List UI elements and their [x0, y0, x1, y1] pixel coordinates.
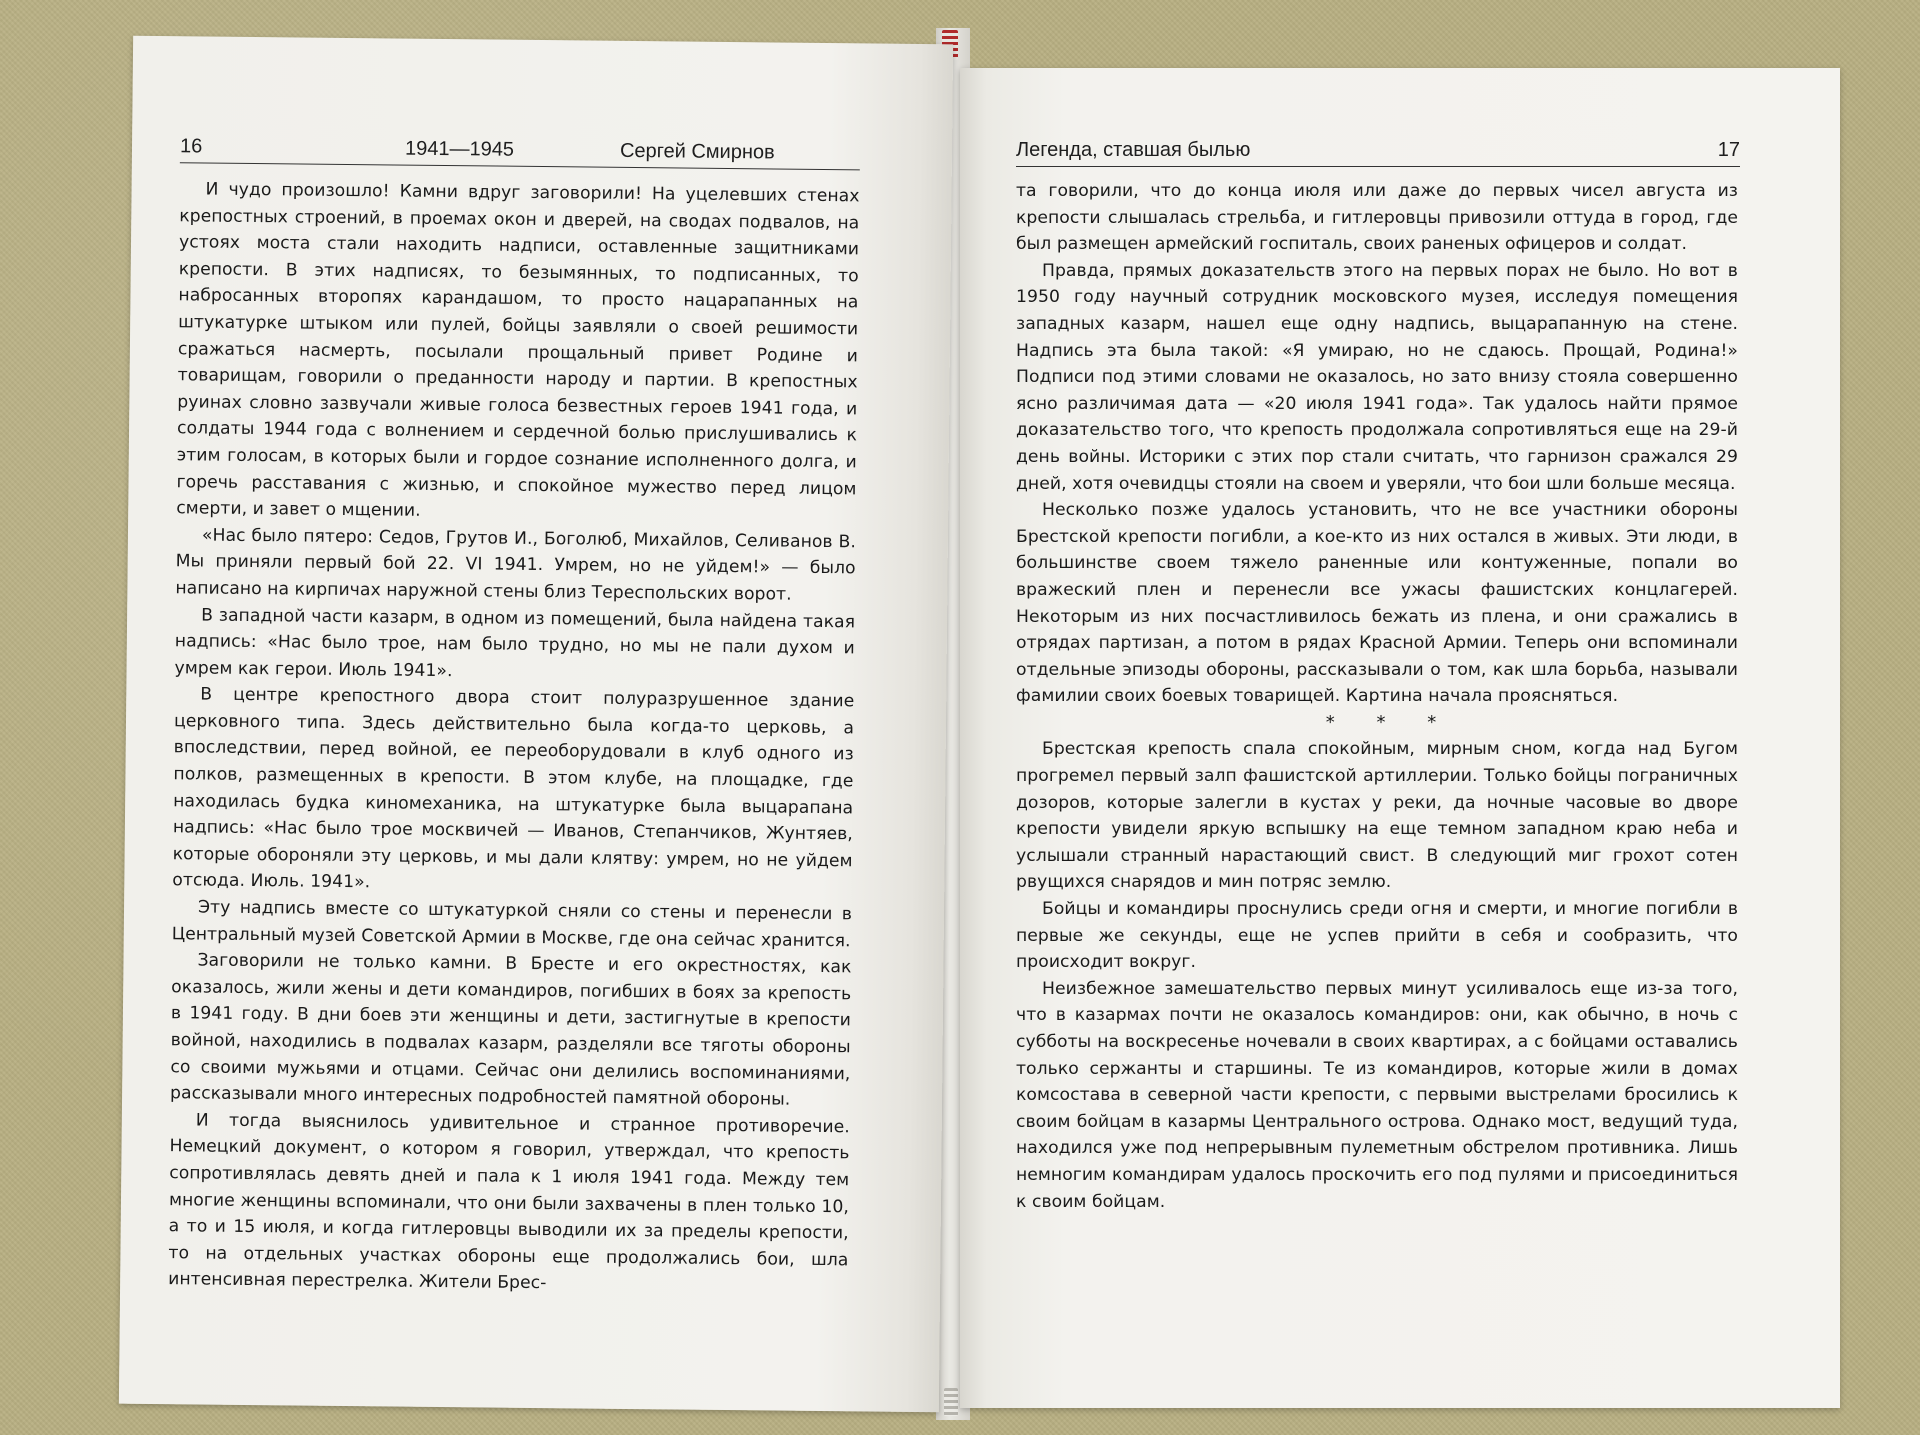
- paragraph: В центре крепостного двора стоит полуразрушенное здание церковного типа. Здесь действительно была когда-то церковь, а впоследствии, перед войной, ее переоборудовали в клуб одного из полков, размещенных в крепости. В этом клубе, на площадке, где находилась будка киномеханика, на штукатурке была выцарапана надпись: «Нас было трое москвичей — Иванов, Степанчиков, Жунтяев, которые обороняли эту церковь, и мы дали клятву: умрем, но не уйдем отсюда. Июль. 1941».: [172, 684, 855, 893]
- left-page-text: [168, 176, 860, 1300]
- paragraph: Эту надпись вместе со штукатуркой сняли со стены и перенесли в Центральный музей Советской Армии в Москве, где она сейчас хранится.: [171, 897, 853, 951]
- right-page-text: [1016, 178, 1738, 1215]
- left-page-number: 16: [179, 135, 203, 158]
- paragraph: Бойцы и командиры проснулись среди огня и смерти, и многие погибли в первые же секунды, еще не успев прийти в себя и сообразить, что происходит вокруг.: [1016, 899, 1738, 973]
- paragraph: И тогда выяснилось удивительное и странное противоречие. Немецкий документ, о котором я говорил, утверждал, что крепость сопротивлялась девять дней и пала к 1 июля 1941 года. Между тем многие женщины вспоминали, что они были захвачены в плен только 10, а то и 15 июля, и когда гитлеровцы выводили их за пределы крепости, то на отдельных участках обороны еще продолжались бои, шла интенсивная перестрелка. Жители Брес-: [168, 1110, 850, 1294]
- section-break: * * *: [1325, 711, 1455, 733]
- header-title: Легенда, ставшая былью: [1016, 139, 1251, 161]
- left-page: [119, 36, 953, 1413]
- paragraph: В западной части казарм, в одном из помещений, была найдена такая надпись: «Нас было трое, нам было трудно, но мы не пали духом и умрем как герои. Июль 1941».: [174, 604, 856, 681]
- left-running-head: [180, 122, 860, 170]
- paragraph: Несколько позже удалось установить, что не все участники обороны Брестской крепости погибли, а кое-кто из них остался в живых. Эти люди, в большинстве своем тяжело раненные или контуженные, попали во вражеский плен и перенесли все ужасы фашистских концлагерей. Некоторым из них посчастливилось бежать из плена, и они сражались в отрядах партизан, а потом в рядах Красной Армии. Теперь они вспоминали отдельные эпизоды обороны, рассказывали о том, как шла борьба, называли фамилии своих боевых товарищей. Картина начала проясняться.: [1016, 500, 1738, 707]
- open-book: [118, 28, 1848, 1420]
- right-page: [960, 68, 1840, 1408]
- header-author: Сергей Смирнов: [619, 139, 775, 164]
- paragraph: Неизбежное замешательство первых минут усиливалось еще из-за того, что в казармах почти не оказалось командиров: они, как обычно, в ночь с субботы на воскресенье ночевали в своих квартирах, а с бойцами оставались только сержанты и старшины. Те из командиров, которые жили в домах комсостава в северной части крепости, с первыми выстрелами бросились к своим бойцам в казармы Центрального острова. Однако мост, ведущий туда, находился уже под непрерывным пулеметным обстрелом противника. Лишь немногим командирам удалось проскочить его под пулями и присоединиться к своим бойцам.: [1016, 978, 1738, 1212]
- paragraph: та говорили, что до конца июля или даже до первых чисел августа из крепости слышалась стрельба, и гитлеровцы привозили оттуда в город, где был размещен армейский госпиталь, своих раненых офицеров и солдат.: [1016, 181, 1738, 255]
- paragraph: Заговорили не только камни. В Бресте и его окрестностях, как оказалось, жили жены и дети командиров, погибших в боях за крепость в 1941 году. В дни боев эти женщины и дети, застигнутые в крепости войной, находились в подвалах казарм, разделяли все тяготы обороны со своими мужьями и отцами. Сейчас они делились воспоминаниями, рассказывали много интересных подробностей памятной обороны.: [170, 950, 852, 1110]
- headband-bottom: [944, 1388, 958, 1416]
- paragraph: «Нас было пятеро: Седов, Грутов И., Боголюб, Михайлов, Селиванов В. Мы приняли первый бой 22. VI 1941. Умрем, но не уйдем!» — было написано на кирпичах наружной стены близ Тереспольских ворот.: [175, 525, 857, 605]
- right-running-head: [1016, 126, 1740, 167]
- paragraph: Правда, прямых доказательств этого на первых порах не было. Но вот в 1950 году научный сотрудник московского музея, исследуя помещения западных казарм, нашел еще одну надпись, выцарапанную на стене. Надпись эта была такой: «Я умираю, но не сдаюсь. Прощай, Родина!» Подписи под этими словами не оказалось, но зато внизу стояла совершенно ясно различимая дата — «20 июля 1941 года». Так удалось найти прямое доказательство того, что крепость продолжала сопротивляться еще на 29-й день войны. Историки с этих пор стали считать, что гарнизон сражался 29 дней, хотя очевидцы стояли на своем и уверяли, что бои шли больше месяца.: [1016, 260, 1738, 494]
- paragraph: Брестская крепость спала спокойным, мирным сном, когда над Бугом прогремел первый залп фашистской артиллерии. Только бойцы пограничных дозоров, которые залегли в кустах у реки, да ночные часовые во дворе крепости увидели яркую вспышку на еще темном западном краю неба и услышали странный нарастающий свист. В следующий миг грохот сотен рвущихся снарядов и мин потряс землю.: [1016, 739, 1738, 893]
- right-page-number: 17: [1717, 139, 1740, 161]
- paragraph: И чудо произошло! Камни вдруг заговорили! На уцелевших стенах крепостных строений, в проемах окон и дверей, на сводах подвалов, на устоях моста стали находить надписи, оставленные защитниками крепости. В этих надписях, то безымянных, то подписанных, то набросанных второпях карандашом, то просто нацарапанных на штукатурке штыком или пулей, бойцы заявляли о своей решимости сражаться насмерть, посылали прощальный привет Родине и товарищам, говорили о преданности народу и партии. В крепостных руинах словно зазвучали живые голоса безвестных героев 1941 года, и солдаты 1944 года с волнением и сердечной болью прислушивались к этим голосам, в которых были и гордое сознание исполненного долга, и горечь расставания с жизнью, и спокойное мужество перед лицом смерти, и завет о мщении.: [176, 179, 860, 521]
- header-years: 1941—1945: [404, 137, 515, 161]
